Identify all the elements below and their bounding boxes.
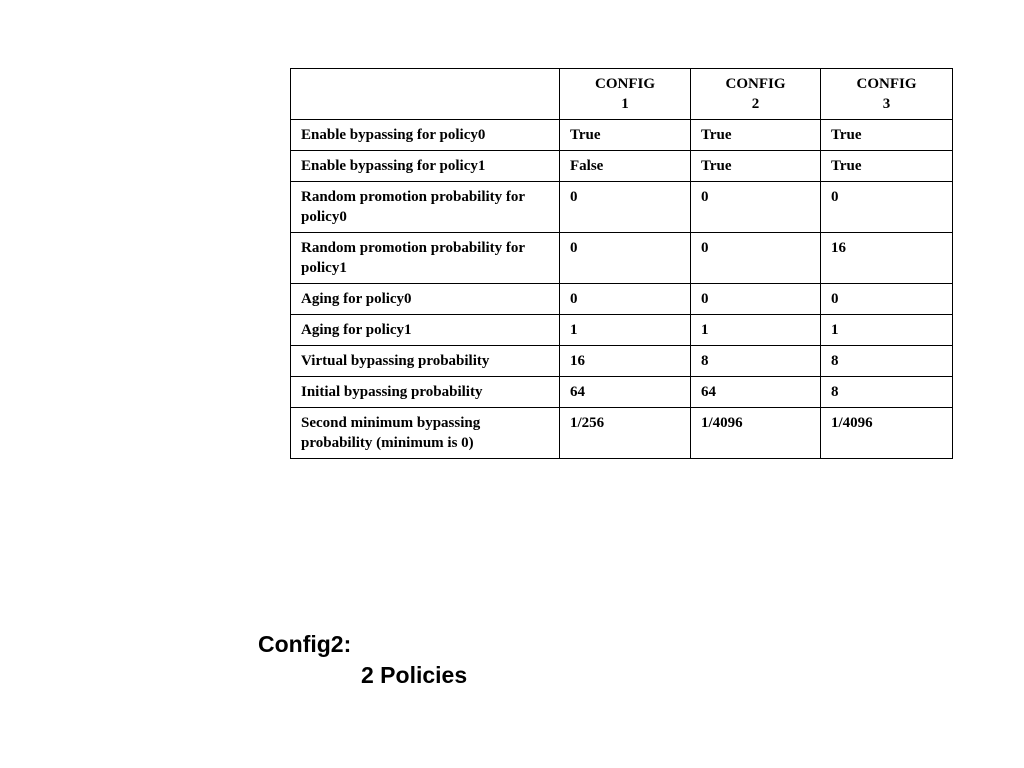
cell-value: 1	[560, 315, 691, 346]
table-row	[291, 346, 953, 377]
header-label: CONFIG	[595, 76, 655, 92]
table-row	[291, 315, 953, 346]
cell-value: 1/256	[560, 408, 691, 459]
header-cell-config-2	[691, 69, 821, 120]
row-label: Virtual bypassing probability	[291, 346, 560, 377]
row-label: Enable bypassing for policy1	[291, 151, 560, 182]
cell-value: 0	[691, 233, 821, 284]
row-label: Second minimum bypassing probability (minimum is 0)	[291, 408, 560, 459]
cell-value: True	[560, 120, 691, 151]
row-label: Aging for policy1	[291, 315, 560, 346]
header-label: CONFIG	[725, 76, 786, 92]
header-cell-empty	[291, 69, 560, 120]
table-header-row	[291, 69, 953, 120]
cell-value: 0	[560, 233, 691, 284]
header-number: 3	[882, 96, 891, 112]
cell-value: 1	[691, 315, 821, 346]
cell-value: True	[691, 120, 821, 151]
cell-value: 1/4096	[691, 408, 821, 459]
caption-subtitle: 2 Policies	[361, 662, 468, 688]
cell-value: 0	[691, 284, 821, 315]
header-cell-config-1	[560, 69, 691, 120]
cell-value: 0	[560, 182, 691, 233]
table-row	[291, 120, 953, 151]
header-label: CONFIG	[856, 76, 917, 92]
cell-value: 0	[691, 182, 821, 233]
table-row	[291, 377, 953, 408]
cell-value: 0	[821, 284, 953, 315]
row-label: Aging for policy0	[291, 284, 560, 315]
cell-value: 64	[691, 377, 821, 408]
cell-value: True	[821, 120, 953, 151]
table-row	[291, 182, 953, 233]
header-number: 1	[621, 96, 629, 112]
cell-value: False	[560, 151, 691, 182]
cell-value: 0	[560, 284, 691, 315]
cell-value: 64	[560, 377, 691, 408]
table-row	[291, 408, 953, 459]
cell-value: 1	[821, 315, 953, 346]
caption-title: Config2:	[258, 631, 352, 657]
header-cell-config-3	[821, 69, 953, 120]
table-row	[291, 233, 953, 284]
cell-value: 16	[821, 233, 953, 284]
cell-value: 8	[821, 346, 953, 377]
cell-value: 8	[821, 377, 953, 408]
cell-value: 1/4096	[821, 408, 953, 459]
cell-value: True	[821, 151, 953, 182]
row-label: Initial bypassing probability	[291, 377, 560, 408]
cell-value: 16	[560, 346, 691, 377]
config-table	[290, 68, 953, 459]
row-label: Enable bypassing for policy0	[291, 120, 560, 151]
cell-value: True	[691, 151, 821, 182]
row-label: Random promotion probability for policy1	[291, 233, 560, 284]
row-label: Random promotion probability for policy0	[291, 182, 560, 233]
table-row	[291, 284, 953, 315]
header-number: 2	[751, 96, 760, 112]
cell-value: 8	[691, 346, 821, 377]
cell-value: 0	[821, 182, 953, 233]
table-row	[291, 151, 953, 182]
